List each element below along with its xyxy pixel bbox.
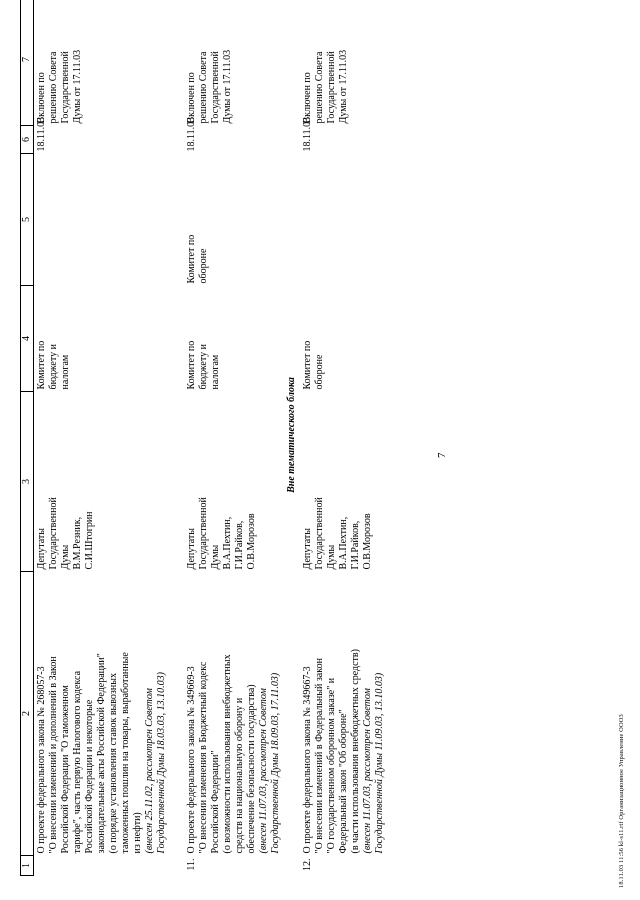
table-header-row <box>21 0 34 876</box>
text-line: Думы от 17.11.03 <box>222 49 233 124</box>
row-spacer <box>170 0 184 876</box>
text-line: Российской Федерации и некоторые <box>84 699 95 854</box>
header-col-6: 6 <box>21 126 34 154</box>
text-line: (внесен 11.07.03, рассмотрен Советом <box>258 688 269 854</box>
text-line: Включен по <box>186 72 197 124</box>
text-line: из нефти) <box>132 812 143 854</box>
review-date: 18.11.03 <box>186 116 197 152</box>
header-col-4: 4 <box>21 286 34 392</box>
header-col-3: 3 <box>21 392 34 572</box>
text-line: В.М.Резник, <box>72 516 83 570</box>
text-line: Включен по <box>302 72 313 124</box>
text-line: обеспечение безопасности государства) <box>246 684 257 854</box>
text-line: (в части использования внебюджетных средств) <box>350 649 361 854</box>
text-line: (о возможности использования внебюджетных <box>222 654 233 854</box>
text-line: налогам <box>60 354 71 390</box>
text-line: О проекте федерального закона № 349667-3 <box>302 666 313 854</box>
text-line: Думы <box>326 544 337 570</box>
inclusion-status <box>184 0 284 126</box>
text-line: решению Совета <box>48 51 59 124</box>
review-date: 18.11.03 <box>302 116 313 152</box>
responsible-committee <box>184 286 284 392</box>
page-number: 7 <box>436 452 448 458</box>
text-line: Комитет по <box>36 340 47 390</box>
text-line: Государственной Думы 18.03.03, 13.10.03) <box>156 672 167 854</box>
text-line: В.А.Пехтин, <box>222 516 233 570</box>
text-line: Государственной <box>60 51 71 124</box>
header-col-7: 7 <box>21 0 34 126</box>
text-line: Думы от 17.11.03 <box>72 49 83 124</box>
text-line: Думы от 17.11.03 <box>338 49 349 124</box>
text-line: "О внесении изменения в Бюджетный кодекс <box>198 661 209 854</box>
header-col-2: 2 <box>21 572 34 856</box>
text-line: Государственной Думы 11.09.03, 13.10.03) <box>374 672 385 854</box>
text-line: законодательные акты Российской Федерации" <box>96 653 107 854</box>
agenda-table <box>20 0 388 876</box>
text-line: решению Совета <box>198 51 209 124</box>
text-line: Комитет по <box>186 234 197 284</box>
text-line: Государственной <box>48 497 59 570</box>
text-line: "О государственном оборонном заказе" и <box>326 677 337 854</box>
text-line: таможенных пошлин на товары, выработанные <box>120 652 131 854</box>
header-col-5: 5 <box>21 154 34 286</box>
text-line: бюджету и <box>198 344 209 390</box>
text-line: О проекте федерального закона № 349669-3 <box>186 666 197 854</box>
text-line: Депутаты <box>36 528 47 570</box>
item-number: 11. <box>186 858 197 871</box>
co-committee <box>300 154 388 286</box>
text-line: Комитет по <box>186 340 197 390</box>
text-line: Государственной <box>314 497 325 570</box>
text-line: О проекте федерального закона № 268057-3 <box>36 666 47 854</box>
bill-authors <box>184 392 284 572</box>
text-line: обороне <box>314 354 325 390</box>
footer-text: 18.11.03 11:56 kl-s11.rtf Организационное Управление ООО3 <box>618 714 625 888</box>
text-line: Думы <box>60 544 71 570</box>
bill-description <box>34 572 171 856</box>
bill-authors <box>300 392 388 572</box>
text-line: В.А.Пехтин, <box>338 516 349 570</box>
text-line: Государственной Думы 18.09.03, 17.11.03) <box>270 672 281 854</box>
text-line: "О внесении изменений в Федеральный закон <box>314 658 325 854</box>
responsible-committee <box>300 286 388 392</box>
section-separator-row <box>284 0 300 876</box>
table-row <box>34 0 171 876</box>
text-line: Г.И.Райков, <box>234 520 245 570</box>
text-line: С.И.Штогрин <box>84 511 95 570</box>
text-line: обороне <box>198 248 209 284</box>
bill-authors <box>34 392 171 572</box>
text-line: Государственной <box>210 51 221 124</box>
text-line: Российской Федерации" <box>210 750 221 854</box>
inclusion-status <box>34 0 171 126</box>
section-separator-label: Вне тематического блока <box>286 377 297 493</box>
co-committee <box>184 154 284 286</box>
text-line: Депутаты <box>302 528 313 570</box>
table-row <box>300 0 388 876</box>
text-line: Государственной <box>198 497 209 570</box>
text-line: Государственной <box>326 51 337 124</box>
text-line: Г.И.Райков, <box>350 520 361 570</box>
bill-description <box>184 572 284 856</box>
text-line: Включен по <box>36 72 47 124</box>
bill-description <box>300 572 388 856</box>
text-line: (внесен 25.11.02, рассмотрен Советом <box>144 688 155 854</box>
text-line: Депутаты <box>186 528 197 570</box>
row-spacer-cell <box>170 0 184 876</box>
responsible-committee <box>34 286 171 392</box>
co-committee <box>34 154 171 286</box>
text-line: Думы <box>210 544 221 570</box>
section-separator-cell <box>284 0 300 876</box>
text-line: налогам <box>210 354 221 390</box>
text-line: тарифе", часть первую Налогового кодекса <box>72 670 83 854</box>
text-line: О.В.Морозов <box>246 513 257 570</box>
header-col-1: 1 <box>21 856 34 876</box>
text-line: (внесен 11.07.03, рассмотрен Советом <box>362 688 373 854</box>
inclusion-status <box>300 0 388 126</box>
text-line: Федеральный закон "Об обороне" <box>338 709 349 854</box>
text-line: бюджету и <box>48 344 59 390</box>
item-number <box>34 856 171 876</box>
item-number: 12. <box>302 858 313 871</box>
text-line: (о порядке установления ставок вывозных <box>108 673 119 854</box>
text-line: О.В.Морозов <box>362 513 373 570</box>
table-row <box>184 0 284 876</box>
text-line: средств на национальную оборону и <box>234 697 245 854</box>
text-line: Комитет по <box>302 340 313 390</box>
text-line: "О внесении изменений и дополнений в Закон <box>48 656 59 854</box>
review-date: 18.11.03 <box>36 116 47 152</box>
text-line: решению Совета <box>314 51 325 124</box>
text-line: Российской Федерации "О таможенном <box>60 685 71 854</box>
